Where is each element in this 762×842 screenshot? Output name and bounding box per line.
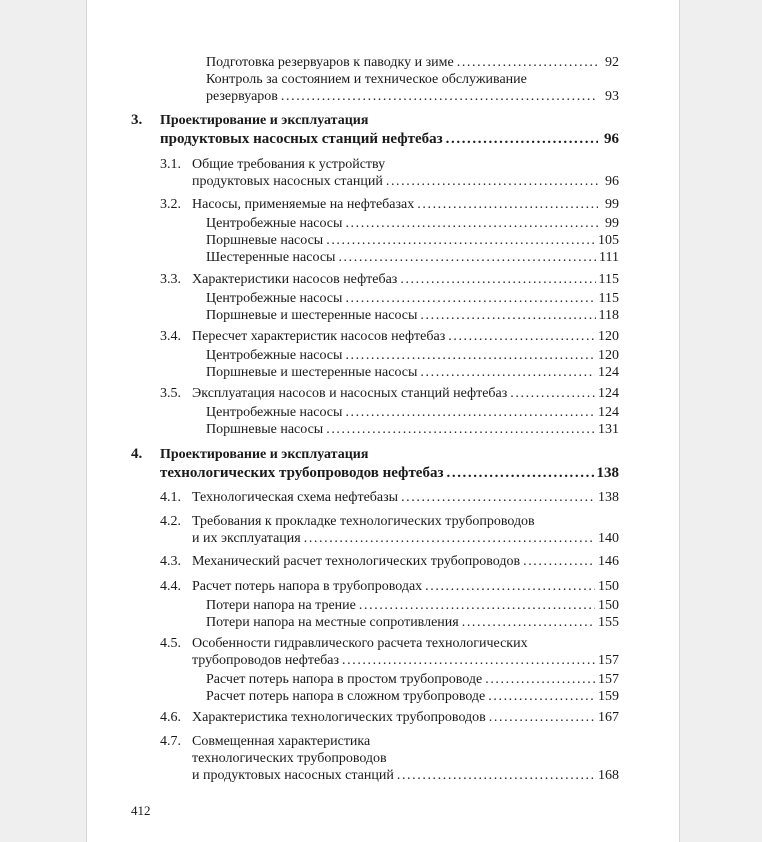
toc-subsection-entry[interactable] xyxy=(206,671,619,688)
toc-chapter-entry[interactable] xyxy=(160,465,619,482)
subsection-page: 131 xyxy=(598,422,619,437)
section-page: 99 xyxy=(605,197,619,212)
section-page: 96 xyxy=(605,174,619,189)
section-number: 4.4. xyxy=(160,579,181,594)
dot-leader xyxy=(326,232,595,249)
dot-leader xyxy=(446,131,598,148)
section-title: Технологическая схема нефтебазы xyxy=(192,490,399,505)
dot-leader xyxy=(447,465,594,482)
subsection-page: 124 xyxy=(598,405,619,420)
subsection-page: 99 xyxy=(605,216,619,231)
toc-chapter-entry[interactable] xyxy=(160,131,619,148)
toc-subsection-entry[interactable] xyxy=(206,249,619,266)
chapter-title: технологических трубопроводов нефтебаз xyxy=(160,465,444,481)
toc-section-entry[interactable] xyxy=(192,385,619,402)
toc-subsection-entry[interactable] xyxy=(206,232,619,249)
dot-leader xyxy=(489,709,595,726)
section-page: 124 xyxy=(598,386,619,401)
toc-entry-title-line: Контроль за состоянием и техническое обслуживание xyxy=(206,72,527,87)
subsection-page: 159 xyxy=(598,689,619,704)
subsection-page: 150 xyxy=(598,598,619,613)
toc-entry-title: резервуаров xyxy=(206,89,278,104)
toc-section-entry[interactable] xyxy=(192,173,619,190)
section-page: 115 xyxy=(598,272,619,287)
dot-leader xyxy=(386,173,598,190)
section-number: 3.2. xyxy=(160,197,181,212)
section-title: продуктовых насосных станций xyxy=(192,174,383,189)
chapter-number: 4. xyxy=(131,446,143,462)
chapter-title: продуктовых насосных станций нефтебаз xyxy=(160,131,443,147)
toc-subsection-entry[interactable] xyxy=(206,364,619,381)
toc-section-entry[interactable] xyxy=(192,709,619,726)
subsection-page: 155 xyxy=(598,615,619,630)
chapter-number: 3. xyxy=(131,112,143,128)
dot-leader xyxy=(326,421,595,438)
subsection-page: 124 xyxy=(598,365,619,380)
section-title-line: Общие требования к устройству xyxy=(192,157,386,172)
dot-leader xyxy=(488,688,595,705)
section-page: 146 xyxy=(598,554,619,569)
subsection-page: 118 xyxy=(598,308,619,323)
dot-leader xyxy=(397,767,595,784)
section-number: 4.3. xyxy=(160,554,181,569)
toc-entry-page: 92 xyxy=(605,55,619,70)
toc-section-entry[interactable] xyxy=(192,767,619,784)
section-title: Характеристика технологических трубопроводов xyxy=(192,710,486,725)
toc-section-entry[interactable] xyxy=(192,271,619,288)
section-title-line: Требования к прокладке технологических трубопроводов xyxy=(192,514,535,529)
subsection-title: Шестеренные насосы xyxy=(206,250,336,265)
section-title-line: Совмещенная характеристика xyxy=(192,734,371,749)
chapter-page: 96 xyxy=(604,131,619,147)
section-page: 120 xyxy=(598,329,619,344)
subsection-page: 105 xyxy=(598,233,619,248)
subsection-title: Потери напора на местные сопротивления xyxy=(206,615,459,630)
section-number: 4.1. xyxy=(160,490,181,505)
dot-leader xyxy=(523,553,595,570)
section-number: 3.3. xyxy=(160,272,181,287)
subsection-page: 111 xyxy=(599,250,619,265)
subsection-title: Центробежные насосы xyxy=(206,348,343,363)
dot-leader xyxy=(400,271,595,288)
section-title: Механический расчет технологических трубопроводов xyxy=(192,554,521,569)
dot-leader xyxy=(462,614,595,631)
chapter-title-line: Проектирование и эксплуатация xyxy=(160,447,369,462)
chapter-page: 138 xyxy=(596,465,619,481)
dot-leader xyxy=(417,196,598,213)
toc-subsection-entry[interactable] xyxy=(206,307,619,324)
toc-section-entry[interactable] xyxy=(192,652,619,669)
dot-leader xyxy=(420,364,595,381)
chapter-title-line: Проектирование и эксплуатация xyxy=(160,113,369,128)
subsection-title: Поршневые и шестеренные насосы xyxy=(206,365,418,380)
dot-leader xyxy=(345,215,598,232)
dot-leader xyxy=(345,347,595,364)
subsection-page: 120 xyxy=(598,348,619,363)
section-number: 4.7. xyxy=(160,734,181,749)
section-title: трубопроводов нефтебаз xyxy=(192,653,340,668)
dot-leader xyxy=(359,597,595,614)
subsection-title: Центробежные насосы xyxy=(206,216,343,231)
subsection-title: Расчет потерь напора в простом трубопроводе xyxy=(206,672,483,687)
toc-section-entry[interactable] xyxy=(192,578,619,595)
toc-section-entry[interactable] xyxy=(192,530,619,547)
dot-leader xyxy=(281,88,598,105)
section-number: 3.4. xyxy=(160,329,181,344)
section-page: 157 xyxy=(598,653,619,668)
toc-subsection-entry[interactable] xyxy=(206,597,619,614)
section-number: 4.6. xyxy=(160,710,181,725)
toc-subsection-entry[interactable] xyxy=(206,614,619,631)
section-title: и их эксплуатация xyxy=(192,531,301,546)
toc-section-entry[interactable] xyxy=(192,196,619,213)
toc-subsection-entry[interactable] xyxy=(206,421,619,438)
dot-leader xyxy=(401,489,595,506)
dot-leader xyxy=(485,671,595,688)
toc-entry[interactable] xyxy=(206,54,619,71)
section-title: Характеристики насосов нефтебаз xyxy=(192,272,398,287)
section-page: 167 xyxy=(598,710,619,725)
section-number: 3.5. xyxy=(160,386,181,401)
section-number: 4.5. xyxy=(160,636,181,651)
section-title: и продуктовых насосных станций xyxy=(192,768,394,783)
subsection-title: Расчет потерь напора в сложном трубопроводе xyxy=(206,689,486,704)
section-title-line: Особенности гидравлического расчета технологических xyxy=(192,636,528,651)
section-number: 3.1. xyxy=(160,157,181,172)
section-title: Эксплуатация насосов и насосных станций нефтебаз xyxy=(192,386,508,401)
section-title: Пересчет характеристик насосов нефтебаз xyxy=(192,329,446,344)
section-title: Насосы, применяемые на нефтебазах xyxy=(192,197,415,212)
section-number: 4.2. xyxy=(160,514,181,529)
toc-subsection-entry[interactable] xyxy=(206,404,619,421)
dot-leader xyxy=(345,290,595,307)
subsection-title: Центробежные насосы xyxy=(206,405,343,420)
toc-subsection-entry[interactable] xyxy=(206,688,619,705)
page-number: 412 xyxy=(131,803,151,818)
toc-entry-title: Подготовка резервуаров к паводку и зиме xyxy=(206,55,454,70)
subsection-title: Поршневые насосы xyxy=(206,422,324,437)
dot-leader xyxy=(420,307,595,324)
section-page: 138 xyxy=(598,490,619,505)
section-page: 168 xyxy=(598,768,619,783)
section-title: Расчет потерь напора в трубопроводах xyxy=(192,579,423,594)
dot-leader xyxy=(345,404,595,421)
dot-leader xyxy=(457,54,598,71)
section-title-line: технологических трубопроводов xyxy=(192,751,387,766)
toc-subsection-entry[interactable] xyxy=(206,290,619,307)
subsection-title: Поршневые насосы xyxy=(206,233,324,248)
subsection-page: 115 xyxy=(598,291,619,306)
toc-subsection-entry[interactable] xyxy=(206,215,619,232)
toc-subsection-entry[interactable] xyxy=(206,347,619,364)
toc-entry-page: 93 xyxy=(605,89,619,104)
dot-leader xyxy=(510,385,595,402)
dot-leader xyxy=(304,530,595,547)
toc-section-entry[interactable] xyxy=(192,328,619,345)
dot-leader xyxy=(338,249,596,266)
dot-leader xyxy=(425,578,595,595)
section-page: 150 xyxy=(598,579,619,594)
subsection-title: Поршневые и шестеренные насосы xyxy=(206,308,418,323)
toc-section-entry[interactable] xyxy=(192,553,619,570)
subsection-page: 157 xyxy=(598,672,619,687)
subsection-title: Потери напора на трение xyxy=(206,598,356,613)
section-page: 140 xyxy=(598,531,619,546)
dot-leader xyxy=(342,652,595,669)
dot-leader xyxy=(448,328,595,345)
toc-entry[interactable] xyxy=(206,88,619,105)
subsection-title: Центробежные насосы xyxy=(206,291,343,306)
toc-section-entry[interactable] xyxy=(192,489,619,506)
